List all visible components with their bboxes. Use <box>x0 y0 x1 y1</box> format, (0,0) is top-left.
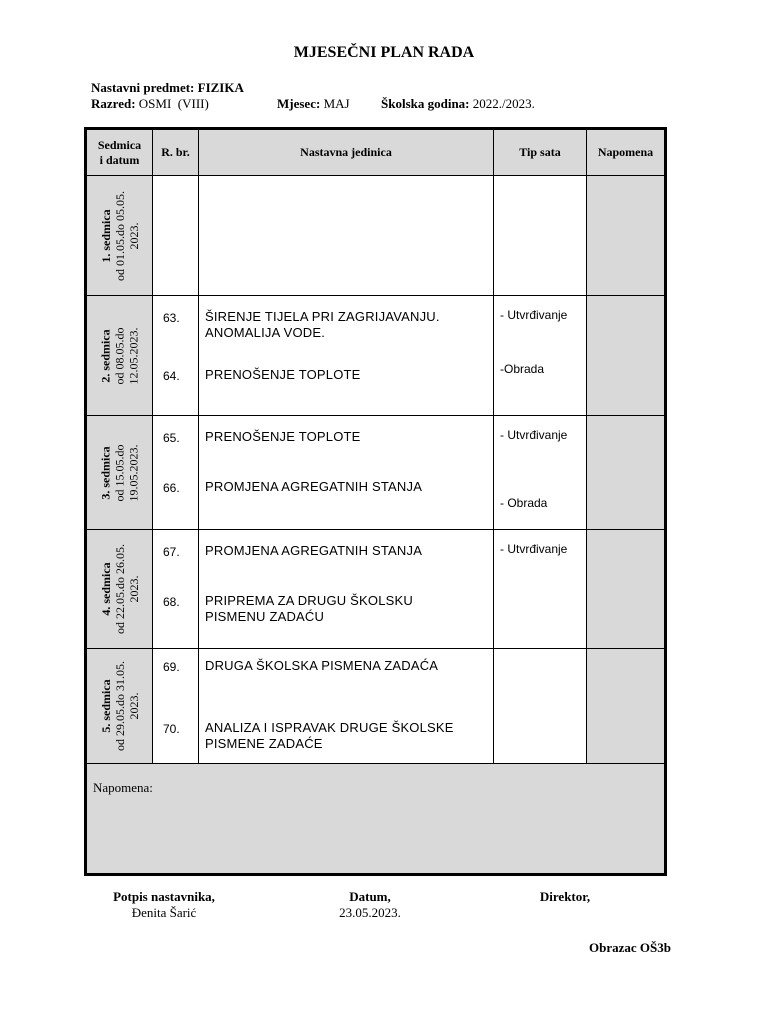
lesson-number: 64. <box>163 369 180 383</box>
director-block <box>500 889 630 905</box>
note-cell <box>587 296 664 416</box>
lesson-title: PRIPREMA ZA DRUGU ŠKOLSKU <box>205 593 413 608</box>
lesson-number: 70. <box>163 722 180 736</box>
num-cell <box>153 296 199 416</box>
week-dates: 19.05.2023. <box>126 444 141 501</box>
type-cell <box>494 176 587 296</box>
lesson-type: -Obrada <box>500 362 545 376</box>
week-dates: od 29.05.do 31.05. <box>112 661 127 751</box>
teacher-label: Potpis nastavnika, <box>113 889 215 904</box>
week-label <box>99 544 141 634</box>
date-value: 23.05.2023. <box>339 905 401 920</box>
type-cell <box>494 416 587 530</box>
week-dates: od 15.05.do <box>112 444 127 501</box>
type-cell <box>494 530 587 649</box>
week-cell <box>87 176 153 296</box>
lesson-title: PISMENU ZADAĆU <box>205 609 325 624</box>
week-title: 4. sedmica <box>98 562 113 616</box>
num-cell <box>153 649 199 764</box>
week-dates: 12.05.2023. <box>126 327 141 384</box>
lesson-number: 63. <box>163 311 180 325</box>
header-unit <box>199 130 494 176</box>
plan-table <box>84 127 667 876</box>
lesson-type: - Obrada <box>500 496 548 510</box>
week-dates: od 08.05.do <box>112 327 127 384</box>
lesson-title: PROMJENA AGREGATNIH STANJA <box>205 543 423 558</box>
week-cell <box>87 649 153 764</box>
teacher-signature <box>84 889 244 921</box>
week-cell <box>87 416 153 530</box>
month-line <box>277 96 350 112</box>
footnote-label: Napomena: <box>93 780 153 795</box>
week-dates: 2023. <box>126 575 141 603</box>
lesson-number: 65. <box>163 431 180 445</box>
week-cell <box>87 530 153 649</box>
type-cell <box>494 649 587 764</box>
header-note <box>587 130 664 176</box>
note-cell <box>587 530 664 649</box>
lesson-title: ANOMALIJA VODE. <box>205 325 326 340</box>
num-cell <box>153 530 199 649</box>
header-week-label: Sedmica i datum <box>97 137 142 167</box>
header-note-label: Napomena <box>597 145 654 159</box>
lesson-title: ANALIZA I ISPRAVAK DRUGE ŠKOLSKE <box>205 720 454 735</box>
num-cell <box>153 176 199 296</box>
lesson-title: PISMENE ZADAĆE <box>205 736 323 751</box>
type-cell <box>494 296 587 416</box>
grade-label: Razred: <box>91 96 136 111</box>
director-label: Direktor, <box>539 889 591 904</box>
lesson-number: 69. <box>163 660 180 674</box>
lesson-number: 68. <box>163 595 180 609</box>
week-title: 5. sedmica <box>98 679 113 733</box>
unit-cell <box>199 530 494 649</box>
week-dates: 2023. <box>126 222 141 249</box>
month-value: MAJ <box>323 96 350 111</box>
grade-value: OSMI (VIII) <box>138 96 209 111</box>
unit-cell <box>199 649 494 764</box>
week-label <box>99 444 141 501</box>
header-week <box>87 130 153 176</box>
unit-cell <box>199 416 494 530</box>
lesson-type: - Utvrđivanje <box>500 542 568 556</box>
grade-line <box>91 96 209 112</box>
week-label <box>99 661 141 751</box>
header-unit-label: Nastavna jedinica <box>300 145 392 159</box>
year-line <box>381 96 535 112</box>
page-title: MJESEČNI PLAN RADA <box>293 44 475 61</box>
week-dates: od 01.05.do 05.05. <box>112 190 127 281</box>
week-cell <box>87 296 153 416</box>
header-num-label: R. br. <box>161 145 190 159</box>
date-label: Datum, <box>349 889 391 904</box>
lesson-title: PRENOŠENJE TOPLOTE <box>205 367 361 382</box>
teacher-name: Đenita Šarić <box>131 905 197 920</box>
lesson-title: PROMJENA AGREGATNIH STANJA <box>205 479 423 494</box>
lesson-type: - Utvrđivanje <box>500 308 568 322</box>
unit-cell <box>199 176 494 296</box>
week-dates: od 22.05.do 26.05. <box>112 544 127 634</box>
subject-value: FIZIKA <box>197 80 244 95</box>
month-label: Mjesec: <box>277 96 321 111</box>
lesson-number: 66. <box>163 481 180 495</box>
lesson-title: ŠIRENJE TIJELA PRI ZAGRIJAVANJU. <box>205 309 440 324</box>
week-label <box>99 191 141 281</box>
footnote-cell <box>87 764 664 873</box>
year-value: 2022./2023. <box>472 96 535 111</box>
note-cell <box>587 649 664 764</box>
week-label <box>99 327 141 384</box>
header-num <box>153 130 199 176</box>
form-code: Obrazac OŠ3b <box>589 940 671 955</box>
unit-cell <box>199 296 494 416</box>
note-cell <box>587 416 664 530</box>
week-title: 2. sedmica <box>98 328 113 383</box>
header-type <box>494 130 587 176</box>
subject-label: Nastavni predmet: <box>91 80 195 95</box>
date-block <box>300 889 440 921</box>
lesson-title: PRENOŠENJE TOPLOTE <box>205 429 361 444</box>
header-type-label: Tip sata <box>519 145 561 159</box>
week-dates: 2023. <box>126 692 141 720</box>
week-title: 3. sedmica <box>98 445 113 500</box>
week-title: 1. sedmica <box>98 208 113 263</box>
year-label: Školska godina: <box>381 96 470 111</box>
lesson-title: DRUGA ŠKOLSKA PISMENA ZADAĆA <box>205 658 439 673</box>
note-cell <box>587 176 664 296</box>
subject-line <box>91 80 244 96</box>
num-cell <box>153 416 199 530</box>
lesson-type: - Utvrđivanje <box>500 428 568 442</box>
lesson-number: 67. <box>163 545 180 559</box>
